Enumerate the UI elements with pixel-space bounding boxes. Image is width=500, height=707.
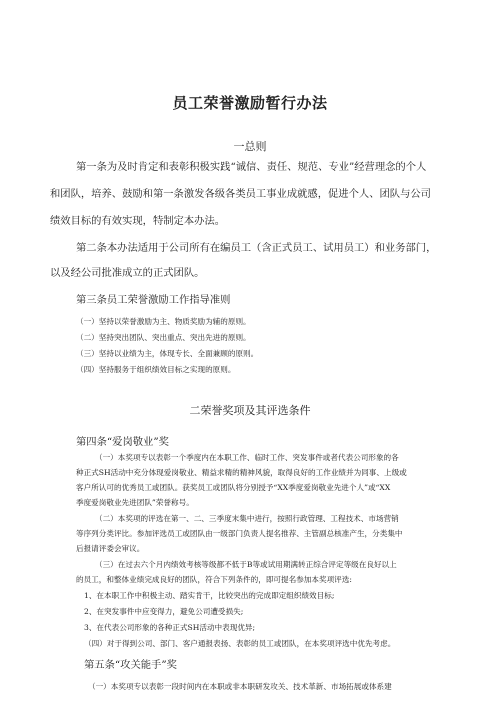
article-4-line-1: （一）本奖项专以表彰一个季度内在本职工作、临时工作、突发事件或者代表公司形象的各 [95,453,399,462]
chapter-1-heading: 一总则 [233,140,267,153]
article-5-heading: 第五条“攻关能手”奖 [84,659,177,671]
article-4-line-12: 3、在代表公司形象的各种正式SH活动中表现优异; [84,623,256,632]
article-1-line-1: 第一条为及时肯定和表彰积极实践“诚信、责任、规范、专业”经营理念的个人 [76,161,427,173]
chapter-2-heading: 二荣誉奖项及其评选条件 [189,404,311,417]
article-1-line-3: 绩效目标的有效实现，特制定本办法。 [50,215,226,227]
article-3-item-4: （四）坚持服务于组织绩效目标之实现的原则。 [76,365,236,374]
article-4-line-8: （三）在过去六个月内绩效考核等级都不低于B等或试用期满转正综合评定等级在良好以上 [95,560,397,569]
article-4-line-13: （四）对于得到公司、部门、客户通报表扬、表彰的员工或团队，在本奖项评选中优先考虑。 [84,639,396,648]
article-1-line-2: 和团队，培养、鼓励和第一条激发各级各类员工事业成就感，促进个人、团队与公司 [50,188,431,200]
article-2-line-1: 第二条本办法适用于公司所有在编员工（含正式员工、试用员工）和业务部门， [76,242,437,254]
article-3-item-2: （二）坚持突出团队、突出重点、突出先进的原则。 [76,333,251,342]
article-3-item-1: （一）坚持以荣誉激励为主、物质奖励为辅的原则。 [76,317,251,326]
article-4-line-11: 2、在突发事件中应变得力，避免公司遭受损失; [84,607,244,616]
article-4-line-9: 的员工，和整体业绩完成良好的团队，符合下列条件的，即可提名参加本奖项评选: [76,575,352,584]
document-title: 员工荣誉激励暂行办法 [172,94,328,112]
article-4-line-3: 客户所认可的优秀员工或团队。获奖员工或团队将分别授予“XX季度爱岗敬业先进个人”或“XX [76,483,391,492]
article-4-line-4: 季度爱岗敬业先进团队”荣誉称号。 [76,498,194,507]
article-4-heading: 第四条“爱岗敬业”奖 [76,436,169,448]
article-4-line-7: 后报请评委会审议。 [76,544,145,553]
article-5-line-1: （一）本奖项专以表彰一段时间内在本职或非本职研发攻关、技术革新、市场拓展或体系建 [88,682,392,691]
article-3-heading: 第三条员工荣誉激励工作指导准则 [76,294,231,306]
article-2-line-2: 以及经公司批准成立的正式团队。 [50,267,205,279]
article-4-line-6: 等序列分类评比。参加评选员工或团队由一级部门负责人提名推荐、主管副总核准产生，分类集中 [76,529,403,538]
article-3-item-3: （三）坚持以业绩为主，体现专长、全面兼顾的原则。 [76,349,259,358]
article-4-line-5: （二）本奖项的评选在第一、二、三季度末集中进行，按照行政管理、工程技术、市场营销 [95,514,399,523]
article-4-line-10: 1、在本职工作中积极主动、踏实肯干，比较突出的完成即定组织绩效目标; [84,591,335,600]
article-4-line-2: 种正式SH活动中充分体现爱岗敬业、精益求精的精神风貌，取得良好的工作业绩并为同事、上级或 [76,468,407,477]
